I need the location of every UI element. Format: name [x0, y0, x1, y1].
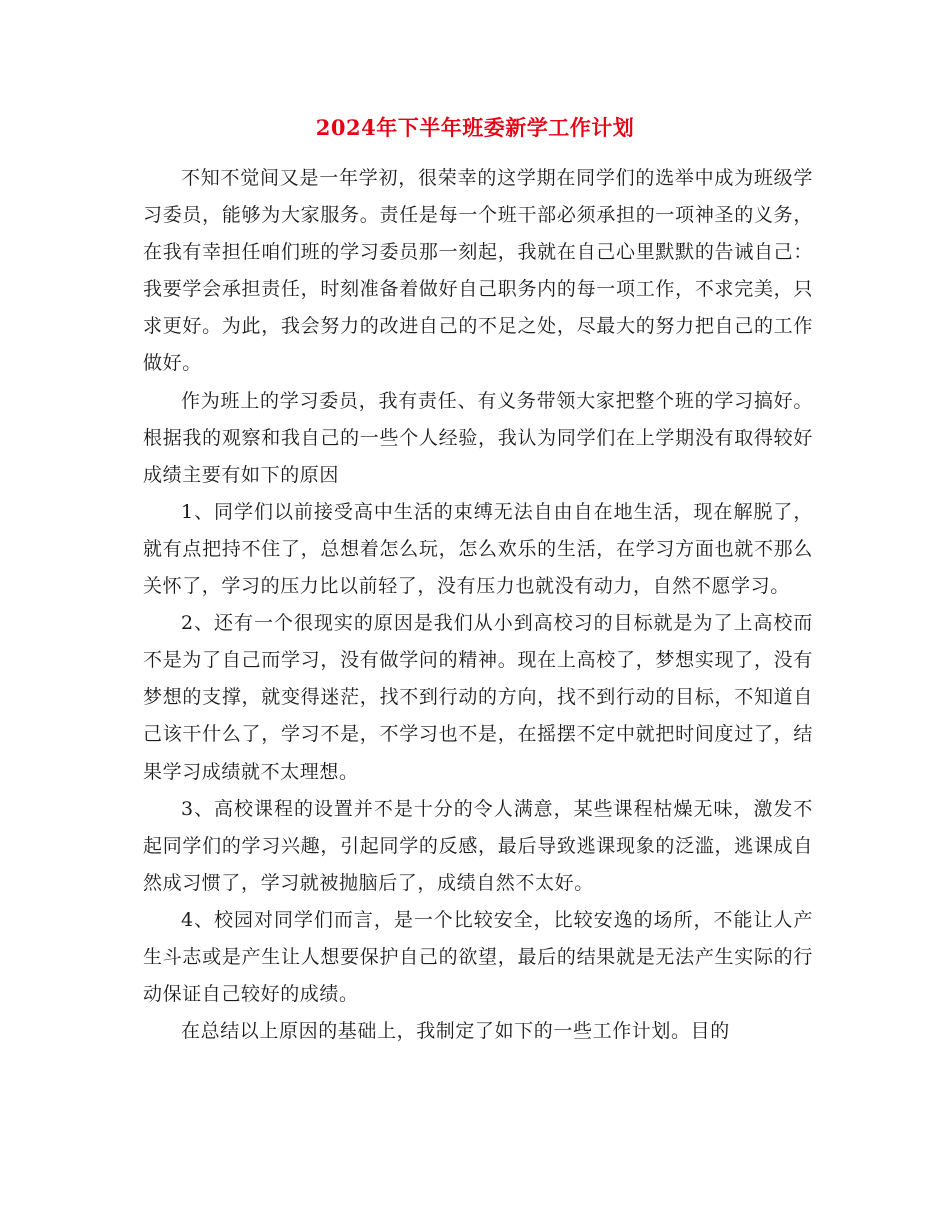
paragraph-reason-4: 4、校园对同学们而言，是一个比较安全，比较安逸的场所，不能让人产生斗志或是产生让人想要保护自己的欲望，最后的结果就是无法产生实际的行动保证自己较好的成绩。: [143, 908, 813, 1006]
paragraph-reason-1: 1、同学们以前接受高中生活的束缚无法自由自在地生活，现在解脱了，就有点把持不住了，总想着怎么玩，怎么欢乐的生活，在学习方面也就不那么关怀了，学习的压力比以前轻了，没有压力也就没有动力，自然不愿学习。: [143, 500, 813, 598]
document-title: 2024年下半年班委新学工作计划: [315, 115, 635, 140]
paragraph-intro: 不知不觉间又是一年学初，很荣幸的这学期在同学们的选举中成为班级学习委员，能够为大家服务。责任是每一个班干部必须承担的一项神圣的义务，在我有幸担任咱们班的学习委员那一刻起，我就在自己心里默默的告诫自己：我要学会承担责任，时刻准备着做好自己职务内的每一项工作，不求完美，只求更好。为此，我会努力的改进自己的不足之处，尽最大的努力把自己的工作做好。: [143, 167, 813, 375]
paragraph-responsibility: 作为班上的学习委员，我有责任、有义务带领大家把整个班的学习搞好。根据我的观察和我自己的一些个人经验，我认为同学们在上学期没有取得较好成绩主要有如下的原因: [143, 389, 813, 486]
paragraph-reason-2: 2、还有一个很现实的原因是我们从小到高校习的目标就是为了上高校而不是为了自己而学习，没有做学问的精神。现在上高校了，梦想实现了，没有梦想的支撑，就变得迷茫，找不到行动的方向，找不到行动的目标，不知道自己该干什么了，学习不是，不学习也不是，在摇摆不定中就把时间度过了，结果学习成绩就不太理想。: [143, 612, 813, 783]
paragraph-reason-3: 3、高校课程的设置并不是十分的令人满意，某些课程枯燥无味，激发不起同学们的学习兴趣，引起同学的反感，最后导致逃课现象的泛滥，逃课成自然成习惯了，学习就被抛脑后了，成绩自然不太好。: [143, 797, 813, 894]
document-body: [143, 160, 813, 1050]
paragraph-plan-intro: 在总结以上原因的基础上，我制定了如下的一些工作计划。目的: [181, 1020, 730, 1043]
